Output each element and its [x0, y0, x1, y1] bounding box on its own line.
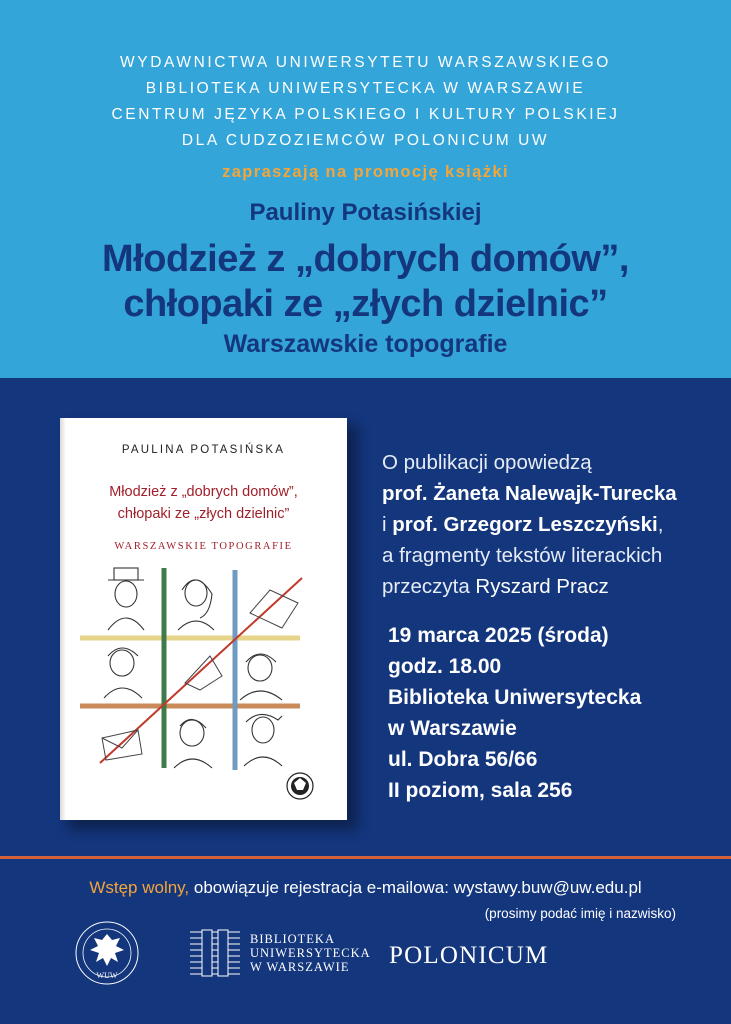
event-details [388, 620, 728, 806]
divider [0, 856, 731, 859]
book-cover-subtitle: WARSZAWSKIE TOPOGRAFIE [114, 541, 293, 552]
wuw-logo-label: WUW [96, 971, 118, 980]
speaker-2: prof. Grzegorz Leszczyński [392, 513, 658, 536]
organizer-line: BIBLIOTEKA UNIWERSYTECKA W WARSZAWIE [145, 80, 586, 97]
book-cover-title-line2: chłopaki ze „złych dzielnic” [117, 506, 290, 522]
description-comma: , [657, 513, 664, 536]
invite-text: zapraszają na promocję książki [222, 163, 509, 181]
organizer-line: CENTRUM JĘZYKA POLSKIEGO I KULTURY POLSKIEJ [111, 106, 620, 123]
registration-note: (prosimy podać imię i nazwisko) [484, 906, 676, 921]
header-band [0, 0, 731, 378]
event-time: godz. 18.00 [388, 655, 502, 678]
buw-logo-line2: UNIWERSYTECKA [250, 946, 371, 960]
book-cover-illustration [60, 418, 347, 820]
registration-info [0, 878, 731, 898]
author-name: Pauliny Potasińskiej [249, 199, 482, 226]
polonicum-logo: POLONICUM [389, 942, 549, 969]
description-intro: O publikacji opowiedzą [382, 451, 592, 474]
speaker-1: prof. Żaneta Nalewajk-Turecka [382, 482, 677, 505]
event-date: 19 marca 2025 (środa) [388, 624, 609, 647]
free-entry-label: Wstęp wolny, [89, 878, 190, 897]
book-title-line2: chłopaki ze „złych dzielnic” [123, 283, 608, 325]
event-venue: Biblioteka Uniwersytecka [388, 686, 642, 709]
organizer-line: WYDAWNICTWA UNIWERSYTETU WARSZAWSKIEGO [120, 54, 611, 71]
event-description [382, 447, 722, 602]
wuw-logo-icon [72, 920, 142, 990]
buw-logo-icon [188, 928, 244, 980]
buw-logo-line3: W WARSZAWIE [250, 960, 350, 974]
book-title-line1: Młodzież z „dobrych domów”, [102, 238, 629, 280]
registration-text: obowiązuje rejestracja e-mailowa: wystawy.buw@uw.edu.pl [189, 878, 642, 897]
reader-name: Ryszard Pracz [475, 575, 609, 598]
description-conjunction: i [382, 513, 393, 536]
event-venue-city: w Warszawie [388, 717, 517, 740]
event-address: ul. Dobra 56/66 [388, 748, 538, 771]
buw-logo-line1: BIBLIOTEKA [250, 932, 335, 946]
buw-logo-text [250, 932, 371, 974]
book-cover-author: PAULINA POTASIŃSKA [121, 444, 286, 456]
description-reader-prefix: przeczyta [382, 575, 476, 598]
organizer-line: DLA CUDZOZIEMCÓW POLONICUM UW [181, 132, 550, 149]
book-cover-title-line1: Młodzież z „dobrych domów”, [109, 484, 298, 500]
description-fragments: a fragmenty tekstów literackich [382, 544, 663, 567]
book-cover [60, 418, 347, 820]
event-room: II poziom, sala 256 [388, 779, 573, 802]
book-subtitle: Warszawskie topografie [223, 330, 508, 358]
